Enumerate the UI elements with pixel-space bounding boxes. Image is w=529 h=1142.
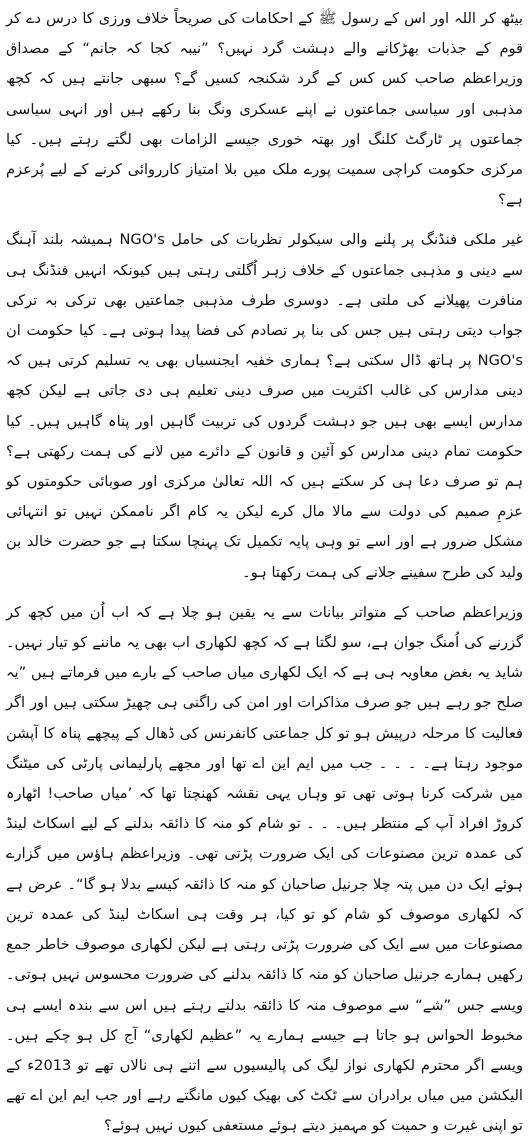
article-paragraph: بیٹھ کر اللہ اور اس کے رسول ﷺ کے احکامات کی صریحاً خلاف ورزی کا درس دے کر قوم کے جذبات بھڑکانے والے دہشت گرد نہیں؟ ”نیبہ کجا کہ جانم“ کے مصداق وزیراعظم صاحب کس کس کے گرد شکنجہ کسیں گے؟ سبھی جانتے ہیں کہ کچھ مذہبی اور سیاسی جماعتوں نے اپنے عسکری ونگ بنا رکھے ہیں اور انہی سیاسی جماعتوں پر ٹارگٹ کلنگ اور بھتہ خوری جیسے الزامات بھی لگتے رہتے ہیں۔ کیا مرکزی حکومت کراچی سمیت پورے ملک میں بلا امتیاز کارروائی کرنے کے لیے پُرعزم ہے؟ bbox=[6, 10, 523, 209]
article-paragraph: غیر ملکی فنڈنگ پر پلنے والی سیکولر نظریات کی حامل NGO's ہمیشہ بلند آہنگ سے دینی و مذہبی جماعتوں کے خلاف زہر اُگلتی رہتی ہیں کیونکہ انہیں فنڈنگ ہی منافرت پھیلانے کی ملتی ہے۔ دوسری طرف مذہبی جماعتیں بھی ترکی بہ ترکی جواب دیتی رہتی ہیں جس کی بنا پر تصادم کی فضا پیدا ہوتی ہے۔ کیا حکومت ان NGO's پر ہاتھ ڈال سکتی ہے؟ ہماری خفیہ ایجنسیاں بھی یہ تسلیم کرتی ہیں کہ دینی مدارس کی غالب اکثریت میں صرف دینی تعلیم ہی دی جاتی ہے لیکن کچھ مدارس ایسے بھی ہیں جو دہشت گردوں کی تربیت گاہیں اور پناہ گاہیں ہیں۔ کیا حکومت تمام دینی مدارس کو آئین و قانون کے دائرے میں لانے کی ہمت رکھتی ہے؟ ہم تو صرف دعا ہی کر سکتے ہیں کہ اللہ تعالیٰ مرکزی اور صوبائی حکومتوں کو عزمِ صمیم کی دولت سے مالا مال کرے لیکن یہ کام اگر ناممکن نہیں تو انتہائی مشکل ضرور ہے اور اسے تو وہی پایہ تکمیل تک پہنچا سکتا ہے جو حضرت خالد بن ولید کی طرح سفینے جلانے کی ہمت رکھتا ہو۔ bbox=[6, 231, 523, 581]
article-paragraph: وزیراعظم صاحب کے متواتر بیانات سے یہ یقین ہو چلا ہے کہ اب اُن میں کچھ کر گزرنے کی اُمنگ جوان ہے، سو لگتا ہے کہ کچھ لکھاری اب بھی یہ ماننے کو تیار نہیں۔ شاید یہ بغض معاویہ ہی ہے کہ ایک لکھاری میاں صاحب کے بارے میں فرماتے ہیں ”یہ صلح جو رہے ہیں جو صرف مذاکرات اور امن کی راگنی ہی چھیڑ سکتی ہیں اور اگر فعالیت کا مرحلہ درپیش ہو تو کل جماعتی کانفرنس کی ڈھال کے پیچھے پناہ کا آپشن موجود رہتا ہے۔ ۔ ۔ ۔ جب میں ایم این اے تھا اور مجھے پارلیمانی پارٹی کی میٹنگ میں شرکت کرنا ہوتی تھی تو وہاں یہی نقشہ کھنچتا تھا کہ ’میاں صاحب! اٹھارہ کروڑ افراد آپ کے منتظر ہیں۔ ۔ ۔ تو شام کو منہ کا ذائقہ بدلنے کے لیے اسکاٹ لینڈ کی عمدہ ترین مصنوعات کی ایک ضرورت پڑتی تھی۔ وزیراعظم ہاؤس میں گزارے ہوئے ایک دن میں پتہ چلا جرنیل صاحبان کو منہ کا ذائقہ کیسے بدلا ہو گا“۔ عرض ہے کہ لکھاری موصوف کو شام کو تو کیا، ہر وقت ہی اسکاٹ لینڈ کی عمدہ ترین مصنوعات میں سے ایک کی ضرورت پڑتی رہتی ہے لیکن لکھاری موصوف خاطر جمع رکھیں ہمارے جرنیل صاحبان کو منہ کا ذائقہ بدلنے کی ضرورت محسوس نہیں ہوتی۔ ویسے جس ”شے“ سے موصوف منہ کا ذائقہ بدلتے رہتے ہیں اس سے بندہ ایسے ہی مخبوط الحواس ہو جاتا ہے جیسے ہمارے یہ ”عظیم لکھاری“ آج کل ہو چکے ہیں۔ ویسے اگر محترم لکھاری نواز لیگ کی پالیسیوں سے اتنے ہی نالاں تھے تو 2013ء کے الیکشن میں میاں برادران سے ٹکٹ کی بھیک کیوں مانگتے رہے اور جب ایم این اے تھے تو اپنی غیرت و حمیت کو مہمیز دیتے ہوئے مستعفی کیوں نہیں ہوئے؟ bbox=[6, 603, 523, 1135]
